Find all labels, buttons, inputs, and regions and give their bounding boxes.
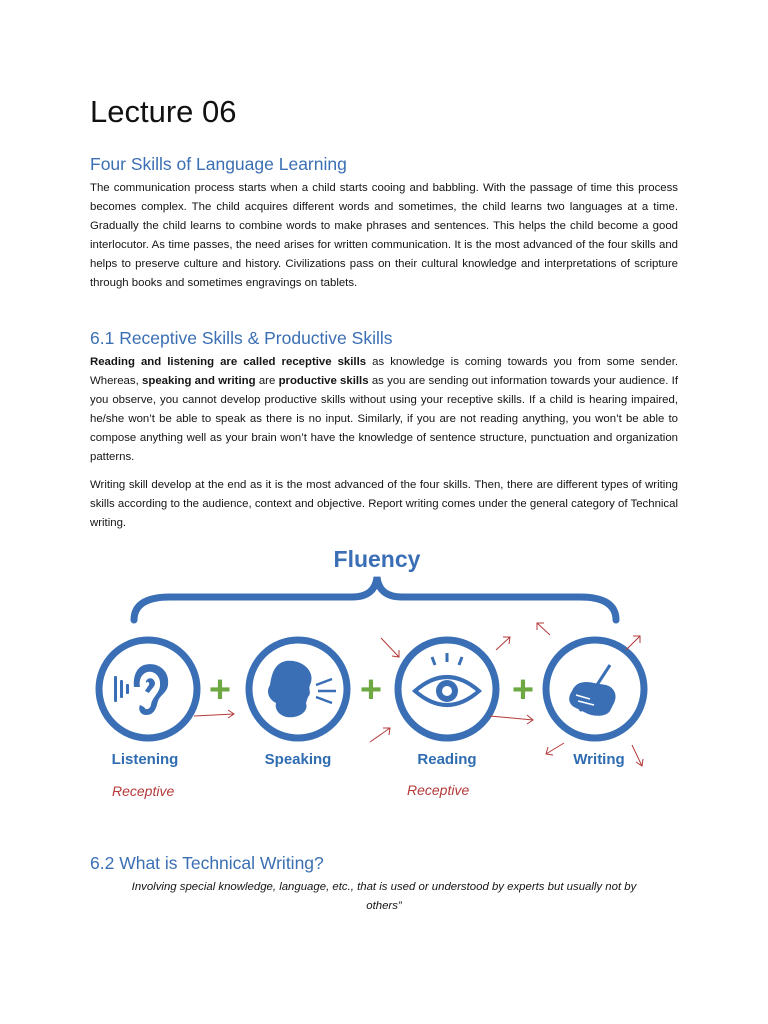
- receptive-productive-paragraph: [90, 353, 678, 466]
- plus-sign-1: [209, 669, 231, 711]
- speaking-circle: [249, 640, 347, 738]
- handwritten-note-receptive-2: Receptive: [407, 782, 470, 798]
- bold-text: receptive skills: [281, 356, 367, 368]
- fluency-figure: [90, 535, 680, 810]
- bold-text: productive skills: [278, 374, 369, 387]
- handwritten-note-receptive-1: Receptive: [112, 783, 175, 799]
- technical-writing-definition: [90, 878, 678, 916]
- label-listening: Listening: [111, 751, 179, 768]
- quote-line-1: Involving special knowledge, language, etc., that is used or understood by experts but usually not by: [131, 881, 637, 893]
- quote-line-2: others”: [366, 900, 402, 912]
- plus-sign-glyph: +: [511, 669, 535, 711]
- brace-shape: [134, 577, 616, 620]
- fluency-title: Fluency: [333, 546, 421, 572]
- plus-sign-3: [512, 669, 534, 711]
- writing-skill-paragraph: Writing skill develop at the end as it is the most advanced of the four skills. Then, there are different types of writing skills according to the audience, context and objective. Report writing comes under the general category of Technical writing.: [90, 479, 678, 529]
- text-run: as you are sending out information towards your audience. If you observe, you cannot develop productive skills without using your receptive skills. If a child is hearing impaired, he/she won’t be able to speak as there is no input. Similarly, if you are not reading anything, you won’t be able to compose anything well as your brain won’t have the knowledge of sentence structure, punctuation and organization patterns.: [90, 374, 679, 463]
- reading-circle: [398, 640, 496, 738]
- label-speaking: Speaking: [264, 751, 332, 768]
- section-heading-6-2: 6.2 What is Technical Writing?: [90, 853, 324, 873]
- text-run: are: [255, 374, 279, 387]
- lecture-title: Lecture 06: [90, 94, 237, 129]
- bold-text: speaking and writing: [142, 374, 256, 387]
- plus-sign-glyph: +: [208, 669, 232, 711]
- plus-sign-glyph: +: [359, 669, 383, 711]
- section-heading-four-skills: Four Skills of Language Learning: [90, 154, 347, 174]
- intro-paragraph: The communication process starts when a child starts cooing and babbling. With the passage of time this process becomes complex. The child acquires different words and sometimes, the child learns two languages at a time. Gradually the child learns to combine words to make phrases and sentences. This helps the child become a good interlocutor. As time passes, the need arises for written communication. It is the most advanced of the four skills and helps to preserve culture and history. Civilizations pass on their cultural knowledge and interpretations of scripture through books and sometimes engravings on tablets.: [90, 182, 678, 289]
- section-heading-6-1: 6.1 Receptive Skills & Productive Skills: [90, 328, 393, 348]
- listening-circle: [99, 640, 197, 738]
- plus-sign-2: [360, 669, 382, 711]
- label-reading: Reading: [417, 751, 477, 768]
- bold-text: Reading and listening are called: [90, 356, 282, 368]
- writing-circle: [546, 640, 644, 738]
- text-run: as knowledge is coming towards you from some sender. Whereas,: [90, 356, 679, 387]
- label-writing: Writing: [573, 751, 625, 768]
